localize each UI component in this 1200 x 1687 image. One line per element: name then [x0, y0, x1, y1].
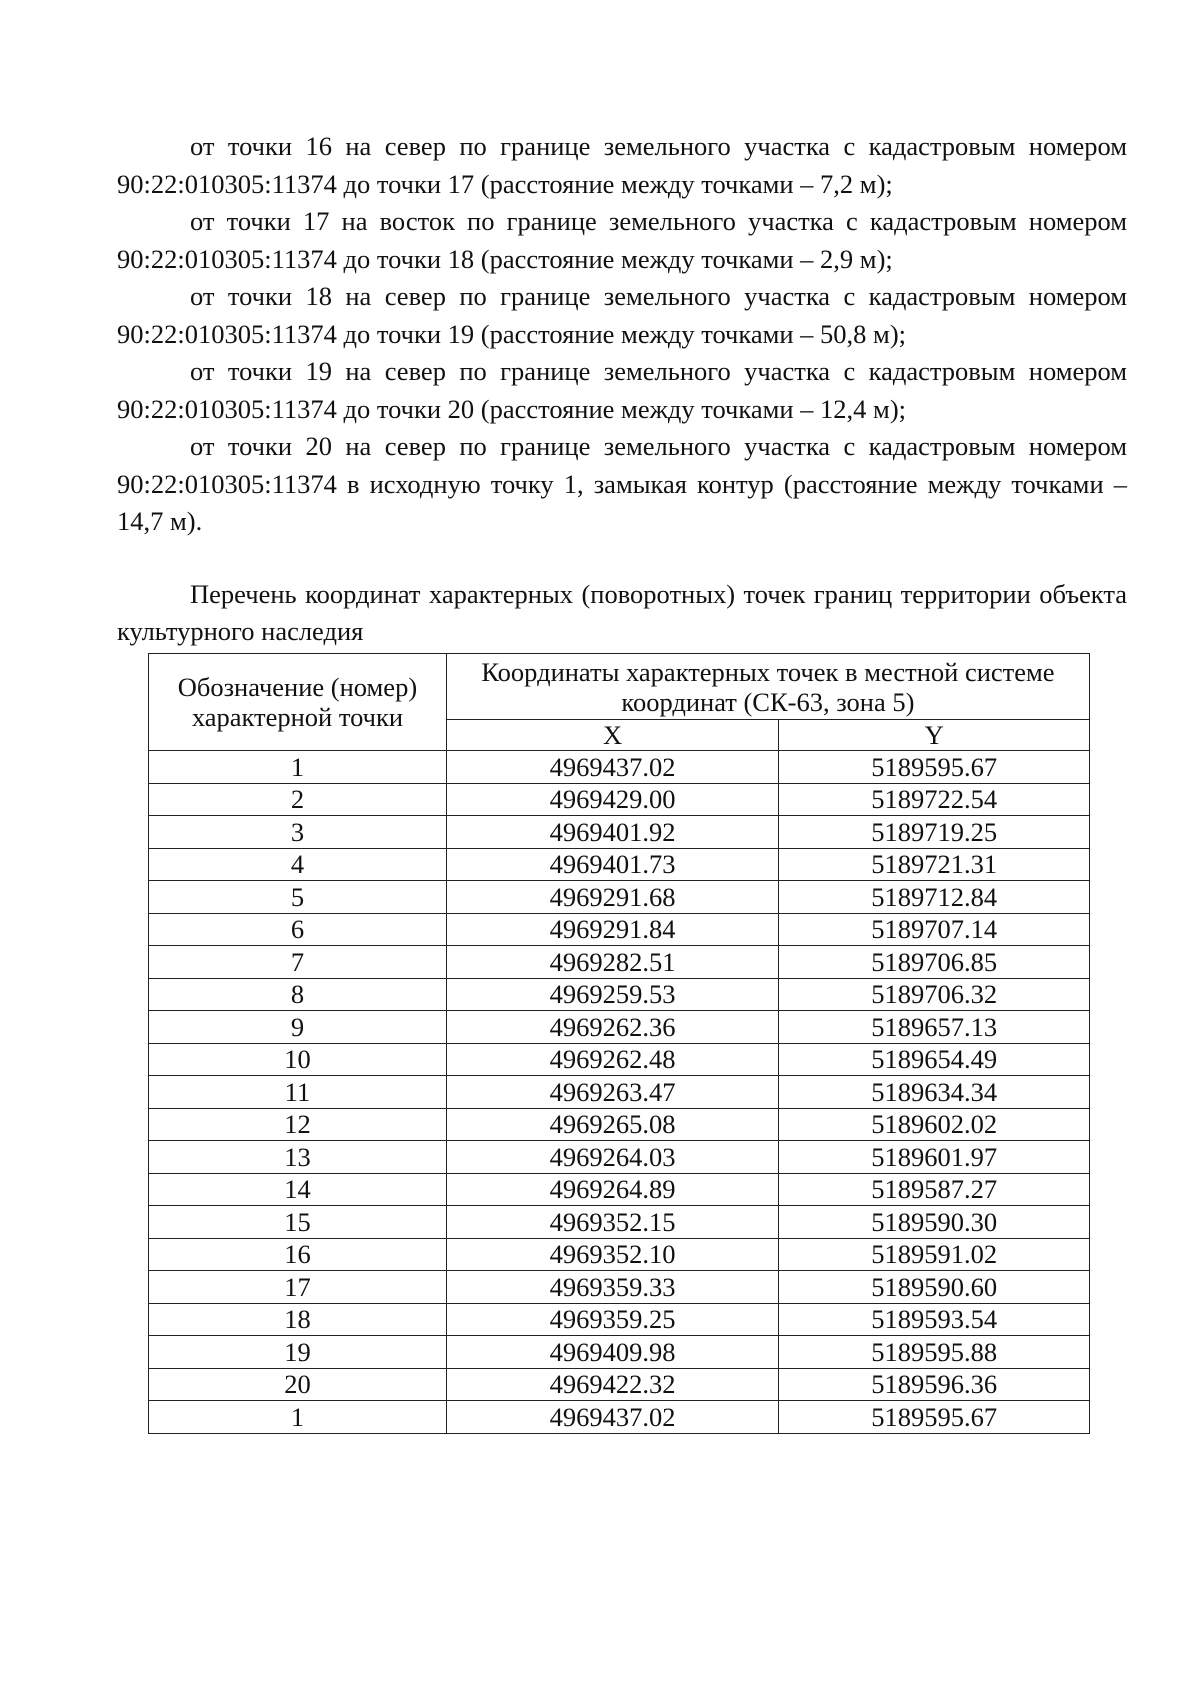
- table-row: [149, 978, 1090, 1011]
- table-row: [149, 816, 1090, 849]
- table-row: [149, 751, 1090, 784]
- boundary-description: [117, 128, 1127, 541]
- point-cell: 9: [149, 1011, 447, 1044]
- y-coordinate-cell: 5189654.49: [779, 1043, 1090, 1076]
- point-cell: 18: [149, 1303, 447, 1336]
- point-cell: 13: [149, 1141, 447, 1174]
- y-coordinate-cell: 5189707.14: [779, 913, 1090, 946]
- y-coordinate-cell: 5189634.34: [779, 1076, 1090, 1109]
- point-cell: 3: [149, 816, 447, 849]
- point-cell: 1: [149, 751, 447, 784]
- header-point-number: Обозначение (номер) характерной точки: [149, 654, 447, 751]
- y-coordinate-cell: 5189595.67: [779, 1401, 1090, 1434]
- y-coordinate-cell: 5189593.54: [779, 1303, 1090, 1336]
- coordinates-table: [148, 653, 1090, 1434]
- x-coordinate-cell: 4969259.53: [446, 978, 778, 1011]
- paragraph: от точки 18 на север по границе земельного участка с кадастровым номером 90:22:010305:11374 до точки 19 (расстояние между точками – 50,8 м);: [117, 281, 1127, 349]
- x-coordinate-cell: 4969401.73: [446, 848, 778, 881]
- y-coordinate-cell: 5189595.67: [779, 751, 1090, 784]
- table-row: [149, 881, 1090, 914]
- y-coordinate-cell: 5189596.36: [779, 1368, 1090, 1401]
- y-coordinate-cell: 5189706.85: [779, 946, 1090, 979]
- x-coordinate-cell: 4969359.33: [446, 1271, 778, 1304]
- x-coordinate-cell: 4969265.08: [446, 1108, 778, 1141]
- x-coordinate-cell: 4969264.03: [446, 1141, 778, 1174]
- x-coordinate-cell: 4969262.48: [446, 1043, 778, 1076]
- x-coordinate-cell: 4969262.36: [446, 1011, 778, 1044]
- y-coordinate-cell: 5189595.88: [779, 1336, 1090, 1369]
- y-coordinate-cell: 5189657.13: [779, 1011, 1090, 1044]
- point-cell: 6: [149, 913, 447, 946]
- y-coordinate-cell: 5189591.02: [779, 1238, 1090, 1271]
- paragraph: от точки 19 на север по границе земельного участка с кадастровым номером 90:22:010305:11374 до точки 20 (расстояние между точками – 12,4 м);: [117, 356, 1127, 424]
- x-coordinate-cell: 4969291.68: [446, 881, 778, 914]
- y-coordinate-cell: 5189602.02: [779, 1108, 1090, 1141]
- point-cell: 2: [149, 783, 447, 816]
- y-coordinate-cell: 5189590.60: [779, 1271, 1090, 1304]
- x-coordinate-cell: 4969409.98: [446, 1336, 778, 1369]
- table-row: [149, 1043, 1090, 1076]
- table-row: [149, 1076, 1090, 1109]
- point-cell: 5: [149, 881, 447, 914]
- header-y: Y: [779, 720, 1090, 751]
- paragraph: от точки 20 на север по границе земельного участка с кадастровым номером 90:22:010305:11374 в исходную точку 1, замыкая контур (расстояние между точками – 14,7 м).: [117, 431, 1127, 536]
- x-coordinate-cell: 4969429.00: [446, 783, 778, 816]
- table-row: [149, 1303, 1090, 1336]
- table-row: [149, 946, 1090, 979]
- point-cell: 12: [149, 1108, 447, 1141]
- table-row: [149, 1368, 1090, 1401]
- x-coordinate-cell: 4969359.25: [446, 1303, 778, 1336]
- header-coordinates: Координаты характерных точек в местной системе координат (СК-63, зона 5): [446, 654, 1089, 720]
- header-x: X: [446, 720, 778, 751]
- x-coordinate-cell: 4969282.51: [446, 946, 778, 979]
- x-coordinate-cell: 4969352.10: [446, 1238, 778, 1271]
- x-coordinate-cell: 4969422.32: [446, 1368, 778, 1401]
- point-cell: 8: [149, 978, 447, 1011]
- point-cell: 16: [149, 1238, 447, 1271]
- point-cell: 10: [149, 1043, 447, 1076]
- table-row: [149, 1401, 1090, 1434]
- point-cell: 17: [149, 1271, 447, 1304]
- x-coordinate-cell: 4969437.02: [446, 751, 778, 784]
- point-cell: 19: [149, 1336, 447, 1369]
- table-row: [149, 1238, 1090, 1271]
- y-coordinate-cell: 5189590.30: [779, 1206, 1090, 1239]
- paragraph: от точки 17 на восток по границе земельного участка с кадастровым номером 90:22:010305:11374 до точки 18 (расстояние между точками – 2,9 м);: [117, 206, 1127, 274]
- y-coordinate-cell: 5189719.25: [779, 816, 1090, 849]
- x-coordinate-cell: 4969264.89: [446, 1173, 778, 1206]
- x-coordinate-cell: 4969263.47: [446, 1076, 778, 1109]
- y-coordinate-cell: 5189722.54: [779, 783, 1090, 816]
- point-cell: 1: [149, 1401, 447, 1434]
- point-cell: 7: [149, 946, 447, 979]
- y-coordinate-cell: 5189587.27: [779, 1173, 1090, 1206]
- table-row: [149, 1206, 1090, 1239]
- x-coordinate-cell: 4969401.92: [446, 816, 778, 849]
- table-row: [149, 1141, 1090, 1174]
- table-row: [149, 1011, 1090, 1044]
- table-row: [149, 1271, 1090, 1304]
- point-cell: 11: [149, 1076, 447, 1109]
- x-coordinate-cell: 4969291.84: [446, 913, 778, 946]
- table-body: [149, 751, 1090, 1434]
- table-row: [149, 913, 1090, 946]
- table-row: [149, 1173, 1090, 1206]
- y-coordinate-cell: 5189712.84: [779, 881, 1090, 914]
- y-coordinate-cell: 5189706.32: [779, 978, 1090, 1011]
- x-coordinate-cell: 4969352.15: [446, 1206, 778, 1239]
- point-cell: 15: [149, 1206, 447, 1239]
- table-row: [149, 1108, 1090, 1141]
- paragraph: от точки 16 на север по границе земельного участка с кадастровым номером 90:22:010305:11374 до точки 17 (расстояние между точками – 7,2 м);: [117, 131, 1127, 199]
- point-cell: 4: [149, 848, 447, 881]
- table-caption: Перечень координат характерных (поворотных) точек границ территории объекта культурного наследия: [117, 579, 1127, 646]
- table-row: [149, 783, 1090, 816]
- point-cell: 14: [149, 1173, 447, 1206]
- table-row: [149, 848, 1090, 881]
- x-coordinate-cell: 4969437.02: [446, 1401, 778, 1434]
- y-coordinate-cell: 5189601.97: [779, 1141, 1090, 1174]
- y-coordinate-cell: 5189721.31: [779, 848, 1090, 881]
- point-cell: 20: [149, 1368, 447, 1401]
- table-row: [149, 1336, 1090, 1369]
